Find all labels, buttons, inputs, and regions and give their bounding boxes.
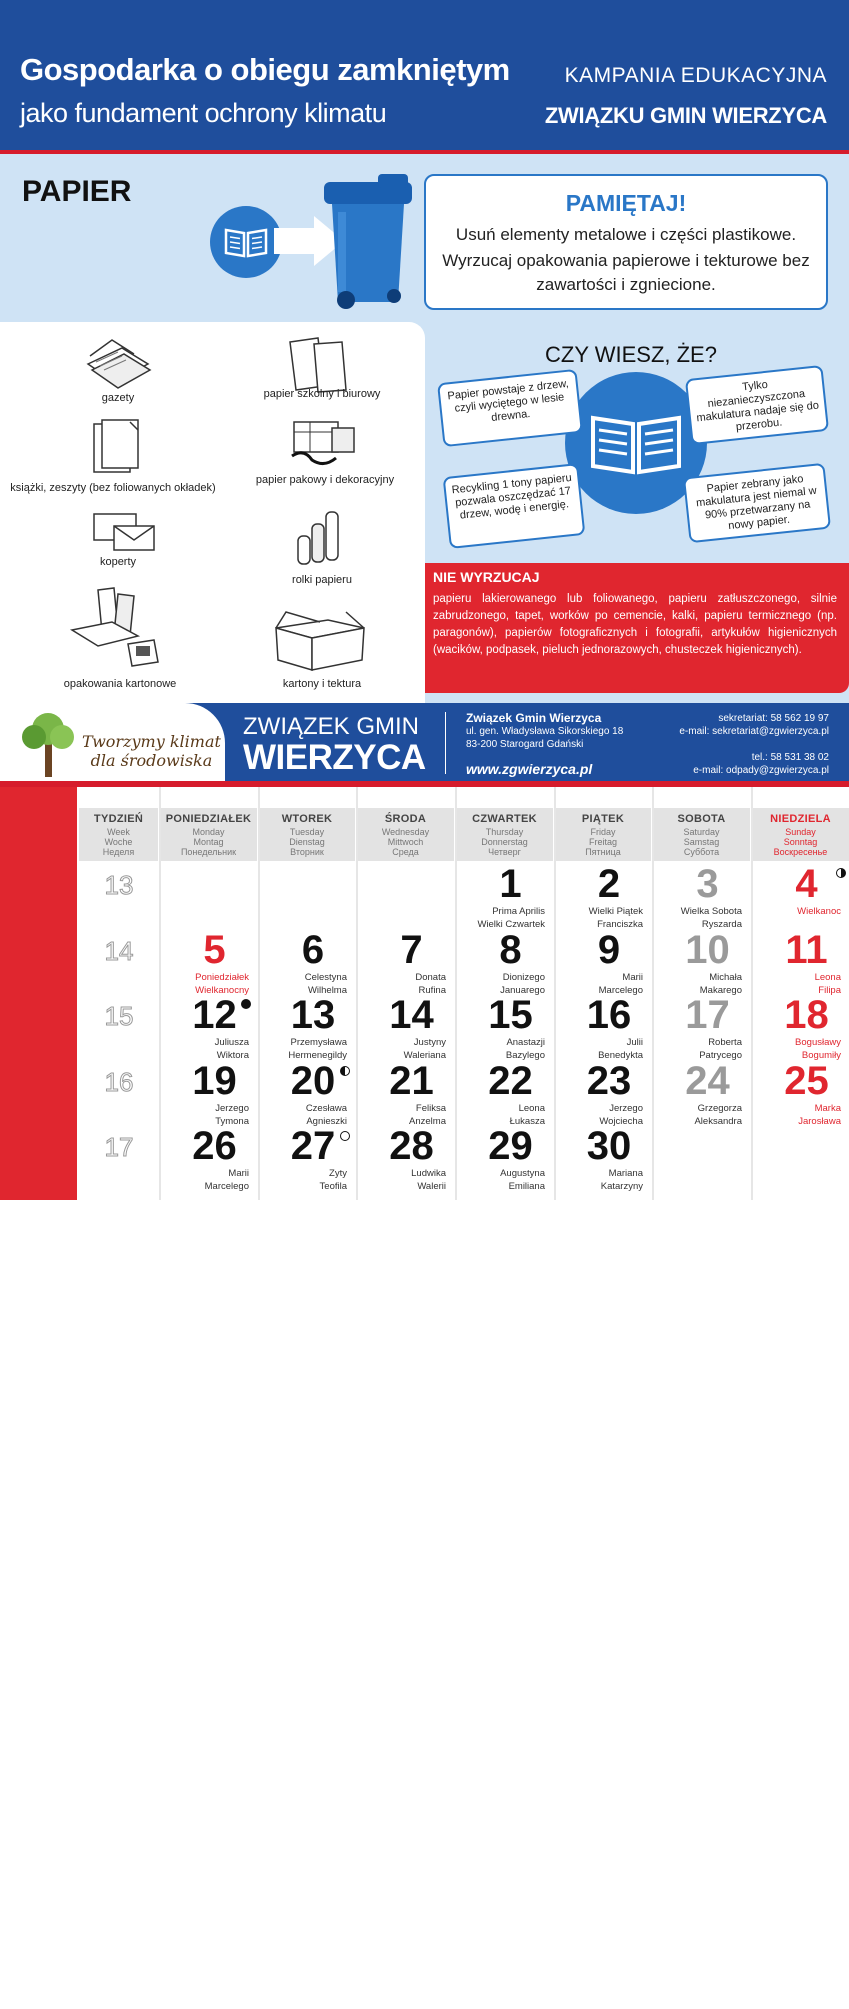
item-label: koperty: [99, 556, 137, 568]
weekday-ru: Понедельник: [180, 847, 237, 857]
weekday-de: Montag: [193, 837, 224, 847]
calendar-day[interactable]: [555, 930, 643, 996]
fact-card: Papier powstaje z drzew, czyli wyciętego w lesie drewna.: [437, 369, 583, 447]
day-number: 27: [290, 1124, 336, 1168]
header-banner: [0, 0, 849, 150]
calendar-day[interactable]: [357, 1061, 446, 1127]
day-number: 29: [488, 1124, 533, 1168]
calendar-day[interactable]: [357, 1126, 446, 1192]
calendar-day[interactable]: [259, 995, 347, 1061]
day-number: 23: [586, 1059, 632, 1103]
weekday-name: PIĄTEK: [581, 813, 625, 825]
nameday: Michała: [709, 972, 742, 983]
nameday: Julii: [626, 1037, 643, 1048]
day-number: 19: [192, 1059, 237, 1103]
weekday-header: [752, 808, 849, 861]
calendar-day[interactable]: [653, 930, 742, 996]
day-number: 30: [586, 1124, 632, 1168]
calendar-day[interactable]: [259, 1126, 347, 1192]
paper-rolls-icon: [290, 508, 350, 568]
nameday: Aleksandra: [694, 1116, 742, 1127]
nameday: Jerzego: [215, 1103, 249, 1114]
nameday: Jarosława: [798, 1116, 841, 1127]
weekday-ru: Воскресенье: [773, 847, 828, 857]
nameday: Katarzyny: [600, 1181, 643, 1192]
calendar-day[interactable]: [160, 995, 249, 1061]
weekday-en: Friday: [590, 827, 616, 837]
weekday-en: Thursday: [485, 827, 524, 837]
item-label: papier szkolny i biurowy: [263, 388, 381, 400]
calendar-day[interactable]: [259, 1061, 347, 1127]
weekday-ru: Четверг: [488, 847, 521, 857]
fact-card: Tylko niezanieczyszczona makulatura nadaje się do przerobu.: [685, 365, 829, 445]
calendar-side-bar: [0, 787, 87, 1969]
weekday-en: Sunday: [785, 827, 816, 837]
moon-phase-icon: [241, 999, 251, 1009]
contact-phone: tel.: 58 531 38 02: [751, 752, 829, 763]
moon-phase-icon: [340, 1066, 350, 1076]
contact-email[interactable]: e-mail: odpady@zgwierzyca.pl: [693, 765, 829, 776]
nameday: Filipa: [818, 985, 841, 996]
nameday: Ludwika: [411, 1168, 446, 1179]
nameday: Poniedziałek: [195, 972, 249, 983]
week-number: 14: [104, 936, 134, 966]
nameday: Wielki Piątek: [588, 906, 643, 917]
day-number: 16: [586, 993, 632, 1037]
wrapping-paper-icon: [284, 418, 364, 468]
slogan-line-2: dla środowiska: [90, 751, 213, 770]
slogan-text: [82, 732, 221, 770]
nameday: Grzegorza: [697, 1103, 742, 1114]
nameday: Łukasza: [509, 1116, 545, 1127]
fact-card: Papier zebrany jako makulatura jest niemal w 90% przetwarzany na nowy papier.: [683, 463, 831, 543]
day-number: 26: [192, 1124, 237, 1168]
address-city: 83-200 Starogard Gdański: [466, 739, 584, 750]
address-block: [466, 712, 623, 751]
weekday-name: ŚRODA: [384, 813, 427, 825]
book-icon: [210, 206, 282, 278]
remember-line-2: Wyrzucaj opakowania papierowe i tekturowe bez zawartości i zgniecione.: [442, 251, 810, 294]
calendar-day[interactable]: [160, 1126, 249, 1192]
calendar-day[interactable]: [456, 995, 545, 1061]
week-number: 13: [104, 870, 134, 900]
weekday-de: Freitag: [588, 837, 617, 847]
day-number: 7: [400, 928, 423, 972]
weekday-header: [160, 808, 257, 861]
org-name-top: ZWIĄZEK GMIN: [243, 713, 419, 740]
footer-divider: [445, 712, 446, 774]
nameday: Wielka Sobota: [680, 906, 742, 917]
header-subtitle: jako fundament ochrony klimatu: [20, 98, 387, 128]
fact-card: Recykling 1 tony papieru pozwala oszczędzać 17 drzew, wodę i energię.: [443, 463, 586, 549]
nameday: Zyty: [329, 1168, 347, 1179]
day-number: 13: [290, 993, 336, 1037]
day-number: 20: [290, 1059, 336, 1103]
calendar-day[interactable]: [160, 930, 249, 996]
cartons-icon: [68, 586, 164, 670]
day-number: 1: [499, 862, 522, 906]
calendar-day[interactable]: [160, 1061, 249, 1127]
calendar-day[interactable]: [259, 930, 347, 996]
nameday: Juliusza: [214, 1037, 249, 1048]
weekday-name: TYDZIEŃ: [93, 813, 144, 825]
nameday: Marii: [622, 972, 643, 983]
nameday: Ryszarda: [701, 919, 742, 930]
day-number: 17: [685, 993, 730, 1037]
nameday: Marii: [228, 1168, 249, 1179]
calendar-day[interactable]: [456, 864, 545, 930]
day-number: 9: [597, 928, 621, 972]
calendar-day[interactable]: [456, 1126, 545, 1192]
calendar-day[interactable]: [555, 864, 643, 930]
nameday: Hermenegildy: [288, 1050, 347, 1061]
weekday-ru: Вторник: [290, 847, 324, 857]
books-icon: [88, 418, 146, 476]
weekday-en: Tuesday: [289, 827, 325, 837]
item-label: gazety: [101, 392, 135, 404]
weekday-en: Week: [107, 827, 130, 837]
nameday: Leona: [518, 1103, 545, 1114]
remember-box: [424, 174, 828, 310]
item-label: rolki papieru: [292, 574, 352, 586]
day-number: 14: [389, 993, 434, 1037]
nameday: Wilhelma: [307, 985, 347, 996]
weekday-ru: Среда: [392, 847, 419, 857]
week-number: 17: [104, 1132, 134, 1162]
day-number: 15: [488, 993, 533, 1037]
weekday-en: Wednesday: [381, 827, 430, 837]
weekday-header: [259, 808, 355, 861]
nameday: Marcelego: [204, 1181, 249, 1192]
calendar-day[interactable]: [653, 995, 742, 1061]
nameday: Franciszka: [597, 919, 643, 930]
day-number: 8: [499, 928, 522, 972]
weekday-de: Sonntag: [783, 837, 818, 847]
org-name-bottom: WIERZYCA: [243, 738, 426, 777]
nameday: Bazylego: [505, 1050, 545, 1061]
item-label: papier pakowy i dekoracyjny: [255, 474, 395, 486]
day-number: 24: [685, 1059, 730, 1103]
nameday: Feliksa: [415, 1103, 446, 1114]
cardboard-box-icon: [272, 606, 368, 672]
website-link[interactable]: www.zgwierzyca.pl: [466, 761, 593, 777]
section-title: PAPIER: [22, 175, 132, 208]
calendar-day[interactable]: [752, 930, 841, 996]
nameday: Marcelego: [598, 985, 643, 996]
day-number: 3: [696, 862, 719, 906]
weekday-de: Dienstag: [289, 837, 325, 847]
nameday: Wielkanocny: [195, 985, 249, 996]
footer-divider-red: [0, 781, 849, 787]
contact-secretariat-email[interactable]: e-mail: sekretariat@zgwierzyca.pl: [679, 726, 829, 737]
nameday: Bogusławy: [795, 1037, 841, 1048]
paper-sheets-icon: [284, 334, 354, 394]
nameday: Roberta: [708, 1037, 742, 1048]
weekday-ru: Суббота: [683, 847, 720, 857]
day-number: 25: [784, 1059, 829, 1103]
nameday: Wielki Czwartek: [477, 919, 545, 930]
newspapers-icon: [82, 334, 154, 394]
nameday: Czesława: [305, 1103, 347, 1114]
nameday: Rufina: [418, 985, 446, 996]
day-number: 28: [389, 1124, 434, 1168]
weekday-de: Samstag: [683, 837, 720, 847]
weekday-de: Mittwoch: [387, 837, 424, 847]
nameday: Wojciecha: [599, 1116, 643, 1127]
header-title: Gospodarka o obiegu zamkniętym: [20, 52, 510, 87]
nameday: Wiktora: [216, 1050, 249, 1061]
tree-icon: [18, 707, 78, 779]
day-number: 10: [685, 928, 730, 972]
item-label: kartony i tektura: [282, 678, 362, 690]
weekday-de: Donnerstag: [481, 837, 528, 847]
calendar-day[interactable]: [456, 930, 545, 996]
nameday: Leona: [814, 972, 841, 983]
weekday-ru: Пятница: [585, 847, 621, 857]
moon-phase-icon: [340, 1131, 350, 1141]
nameday: Agnieszki: [306, 1116, 347, 1127]
nameday: Anzelma: [409, 1116, 446, 1127]
nameday: Donata: [415, 972, 446, 983]
nameday: Wielkanoc: [797, 906, 841, 917]
nameday: Waleriana: [403, 1050, 446, 1061]
calendar-day[interactable]: [555, 995, 643, 1061]
calendar-day[interactable]: [555, 1126, 643, 1192]
accepted-items-panel: [0, 322, 425, 710]
remember-line-1: Usuń elementy metalowe i części plastikowe.: [455, 225, 797, 244]
nameday: Teofila: [319, 1181, 347, 1192]
nameday: Makarego: [699, 985, 742, 996]
calendar-month: KWIECIEŃ: [18, 1819, 51, 1969]
calendar-day[interactable]: [357, 995, 446, 1061]
weekday-en: Saturday: [683, 827, 720, 837]
envelopes-icon: [92, 512, 158, 554]
campaign-label: KAMPANIA EDUKACYJNA: [564, 64, 827, 87]
item-label: książki, zeszyty (bez foliowanych okładek): [10, 482, 216, 494]
weekday-ru: Неделя: [102, 847, 135, 857]
nameday: Bogumiły: [801, 1050, 841, 1061]
nameday: Przemysława: [290, 1037, 347, 1048]
nameday: Augustyna: [500, 1168, 545, 1179]
contact-block: [679, 712, 829, 777]
weekday-name: CZWARTEK: [472, 813, 537, 825]
nameday: Marka: [814, 1103, 841, 1114]
weekday-de: Woche: [104, 837, 133, 847]
item-label: opakowania kartonowe: [63, 678, 177, 690]
day-number: 22: [488, 1059, 533, 1103]
weekday-header: [555, 808, 651, 861]
day-number: 12: [192, 993, 237, 1037]
day-number: 4: [795, 862, 818, 906]
dont-throw-box: [425, 563, 849, 693]
dont-throw-title: NIE WYRZUCAJ: [433, 569, 540, 585]
nameday: Anastazji: [506, 1037, 545, 1048]
day-number: 18: [784, 993, 829, 1037]
day-number: 5: [203, 928, 226, 972]
address-street: ul. gen. Władysława Sikorskiego 18: [466, 726, 624, 737]
day-number: 21: [389, 1059, 434, 1103]
remember-title: PAMIĘTAJ!: [565, 190, 687, 216]
nameday: Jerzego: [609, 1103, 643, 1114]
calendar-day[interactable]: [653, 1061, 742, 1127]
nameday: Walerii: [417, 1181, 446, 1192]
calendar-day[interactable]: [653, 864, 742, 930]
nameday: Prima Aprilis: [492, 906, 545, 917]
calendar-day[interactable]: [752, 1061, 841, 1127]
blue-bin-icon: [318, 172, 418, 312]
weekday-en: Monday: [192, 827, 225, 837]
nameday: Celestyna: [304, 972, 347, 983]
nameday: Justyny: [413, 1037, 446, 1048]
nameday: Benedykta: [598, 1050, 643, 1061]
calendar-day[interactable]: [456, 1061, 545, 1127]
calendar-year: 2021: [16, 1604, 59, 1689]
weekday-header: [653, 808, 750, 861]
calendar-day[interactable]: [555, 1061, 643, 1127]
slogan-line-1: Tworzymy klimat: [82, 732, 221, 751]
weekday-name: PONIEDZIAŁEK: [165, 813, 252, 825]
weekday-header: [79, 808, 158, 861]
calendar-day[interactable]: [357, 930, 446, 996]
weekday-name: NIEDZIELA: [770, 813, 831, 825]
week-number: 16: [104, 1067, 134, 1097]
weekday-header: [357, 808, 454, 861]
day-number: 2: [597, 862, 621, 906]
calendar-month-translations: APRIL / APRIL / АПРЕЛЬ: [73, 1813, 87, 1955]
address-name: Związek Gmin Wierzyca: [466, 711, 602, 725]
day-number: 6: [301, 928, 325, 972]
did-you-know-title: CZY WIESZ, ŻE?: [545, 342, 717, 367]
day-number: 11: [785, 928, 828, 972]
nameday: Januarego: [500, 985, 545, 996]
nameday: Tymona: [215, 1116, 249, 1127]
weekday-header: [456, 808, 553, 861]
moon-phase-icon: [836, 868, 846, 878]
contact-secretariat-phone: sekretariat: 58 562 19 97: [718, 713, 829, 724]
calendar-day[interactable]: [752, 864, 841, 919]
weekday-name: SOBOTA: [677, 813, 726, 825]
campaign-org: ZWIĄZKU GMIN WIERZYCA: [544, 103, 827, 128]
nameday: Dionizego: [502, 972, 545, 983]
nameday: Emiliana: [508, 1181, 545, 1192]
calendar-day[interactable]: [752, 995, 841, 1061]
dont-throw-text: papieru lakierowanego lub foliowanego, papieru zatłuszczonego, silnie zabrudzonego, tapet, worków po cemencie, kalki, papieru termicznego (np. paragonów), papierów fotograficznych i fotografii, artykułów higienicznych (wacików, podpasek, pieluch jednorazowych, chusteczek higienicznych).: [433, 593, 837, 656]
week-number: 15: [104, 1001, 134, 1031]
nameday: Patrycego: [699, 1050, 742, 1061]
nameday: Mariana: [608, 1168, 643, 1179]
weekday-name: WTOREK: [281, 813, 333, 825]
